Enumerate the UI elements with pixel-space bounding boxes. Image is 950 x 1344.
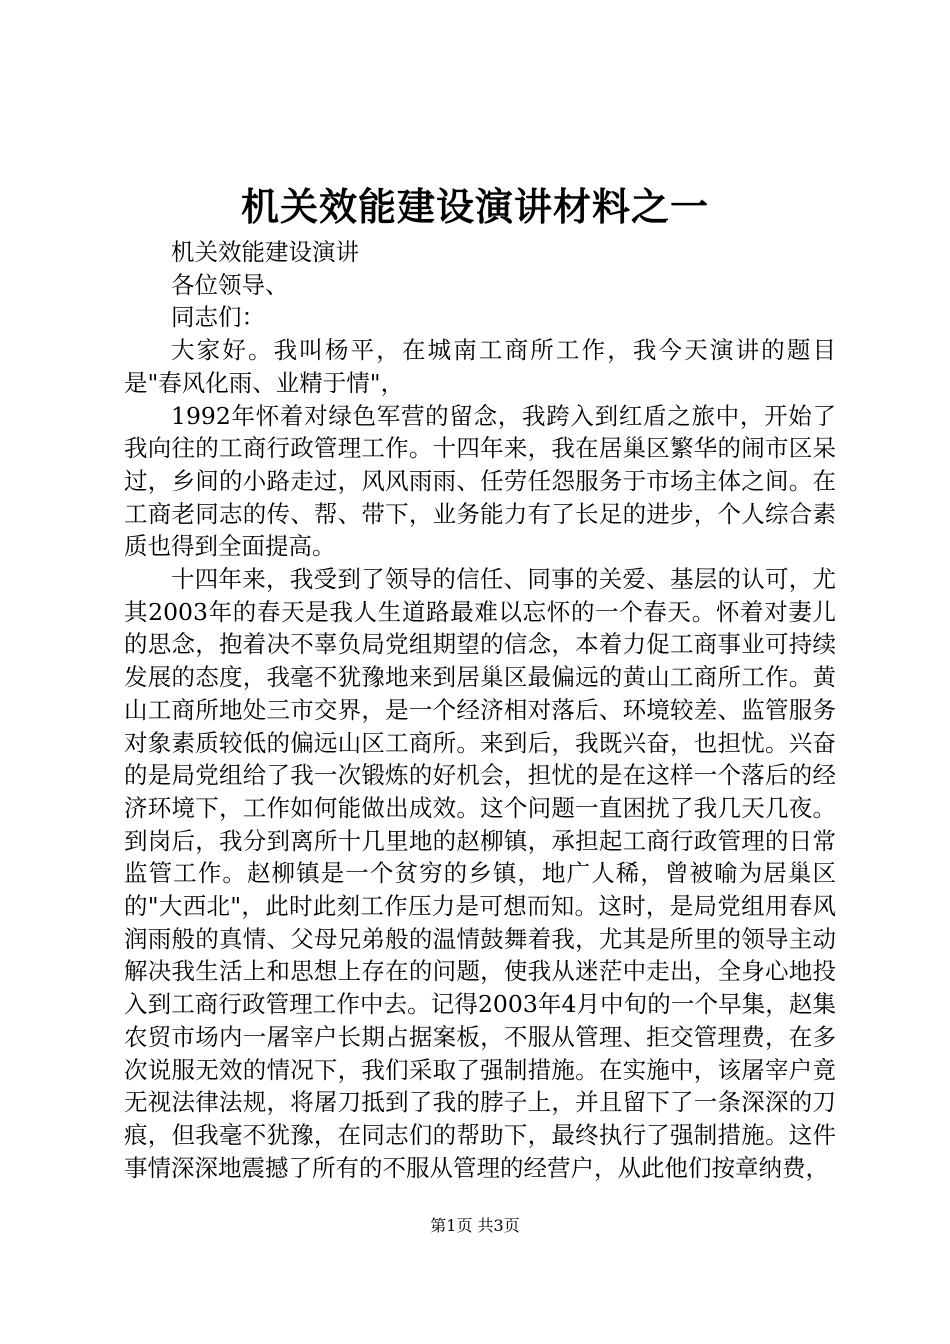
page-footer: 第1页 共3页 [430,1216,520,1235]
paragraph: 大家好。我叫杨平，在城南工商所工作，我今天演讲的题目是"春风化雨、业精于情"， [124,336,836,397]
paragraph: 十四年来，我受到了领导的信任、同事的关爱、基层的认可，尤其2003年的春天是我人生道路最难以忘怀的一个春天。怀着对妻儿的思念，抱着决不辜负局党组期望的信念，本着力促工商事业可持续发展的态度，我毫不犹豫地来到居巢区最偏远的黄山工商所工作。黄山工商所地处三市交界，是一个经济相对落后、环境较差、监管服务对象素质较低的偏远山区工商所。来到后，我既兴奋，也担忧。兴奋的是局党组给了我一次锻炼的好机会，担忧的是在这样一个落后的经济环境下，工作如何能做出成效。这个问题一直困扰了我几天几夜。到岗后，我分到离所十几里地的赵柳镇，承担起工商行政管理的日常监管工作。赵柳镇是一个贫穷的乡镇，地广人稀，曾被喻为居巢区的"大西北"，此时此刻工作压力是可想而知。这时，是局党组用春风润雨般的真情、父母兄弟般的温情鼓舞着我，尤其是所里的领导主动解决我生活上和思想上存在的问题，使我从迷茫中走出，全身心地投入到工商行政管理工作中去。记得2003年4月中旬的一个早集，赵集农贸市场内一屠宰户长期占据案板，不服从管理、拒交管理费，在多次说服无效的情况下，我们采取了强制措施。在实施中，该屠宰户竟无视法律法规，将屠刀抵到了我的脖子上，并且留下了一条深深的刀痕，但我毫不犹豫，在同志们的帮助下，最终执行了强制措施。这件事情深深地震撼了所有的不服从管理的经营户，从此他们按章纳费， [124,565,836,1182]
document-body [124,236,836,1184]
paragraph: 机关效能建设演讲 [171,238,359,266]
paragraph: 同志们： [171,303,265,332]
paragraph: 各位领导、 [171,270,289,299]
document-title: 机关效能建设演讲材料之一 [240,184,709,229]
paragraph: 1992年怀着对绿色军营的留念，我跨入到红盾之旅中，开始了我向往的工商行政管理工作。十四年来，我在居巢区繁华的闹市区呆过，乡间的小路走过，风风雨雨、任劳任怨服务于市场主体之间。在工商老同志的传、帮、带下，业务能力有了长足的进步，个人综合素质也得到全面提高。 [124,401,836,561]
